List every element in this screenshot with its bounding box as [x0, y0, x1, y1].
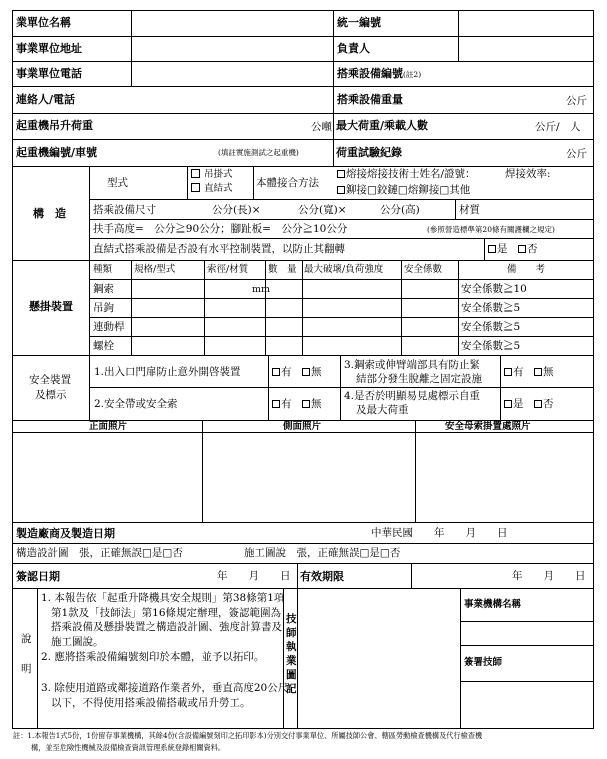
horizontal-question: 直結式搭乘設備是否設有水平控制裝置，以防止其翻轉: [93, 243, 345, 255]
safety-label-2: 及標示: [35, 389, 67, 401]
col-quantity: 數 量: [268, 264, 297, 275]
equipment-weight-label: 搭乘設備重量: [337, 93, 403, 106]
notes-label-1: 說: [21, 633, 32, 645]
width-unit: 公分(寬)×: [298, 204, 347, 216]
unit-mm: mm: [252, 284, 271, 295]
length-unit: 公分(長)×: [212, 204, 261, 216]
note-1: 1. 本報告依「起重升降機具安全規則」第38條第1項第1款及「技師法」第16條規定辦理，簽認範圍為搭乘設備及懸掛裝置之構造設計圖、強度計算書及施工圖說。: [41, 592, 285, 648]
horizontal-yes[interactable]: 是 否: [488, 243, 538, 255]
max-load-label: 最大荷重/乘載人數: [336, 119, 429, 132]
crane-number-note: (填註實施測試之起重機): [218, 148, 299, 157]
safety-q4-line1: 4.是否於明顯易見處標示自重: [344, 390, 481, 402]
type-label: 型式: [107, 177, 128, 189]
joint-method-label: 本體接合方法: [256, 177, 319, 189]
company-address-label: 事業單位地址: [16, 42, 82, 55]
construction-drawing: 施工圖說 張，正確無誤□是□否: [244, 547, 401, 559]
rivet-checkbox[interactable]: [337, 186, 345, 194]
side-photo-label: 側面照片: [283, 421, 322, 432]
valid-date-label: 有效期限: [300, 570, 344, 583]
q3-have-checkbox[interactable]: [504, 368, 512, 376]
hook-photo-label: 安全母索掛置處照片: [445, 421, 531, 432]
size-label: 搭乘設備尺寸: [93, 204, 156, 216]
yes-checkbox[interactable]: [488, 245, 496, 253]
load-test-label: 荷重試驗紀錄: [336, 146, 402, 159]
company-name-label: 業單位名稱: [16, 16, 71, 29]
sign-date-label: 簽認日期: [16, 570, 60, 583]
safety-q1: 1.出入口門扉防止意外開啓裝置: [94, 366, 241, 378]
design-drawing: 構造設計圖 張，正確無誤□是□否: [16, 547, 183, 559]
col-safety: 安全係數: [404, 264, 443, 275]
unit-kg-weight: 公斤: [566, 95, 587, 107]
q4-no-checkbox[interactable]: [534, 400, 542, 408]
handrail-note: (參照營造標準第20條有關護欄之規定): [427, 225, 555, 234]
safety-q1-options[interactable]: 有 無: [272, 366, 322, 378]
safety-label-1: 安全裝置: [29, 374, 71, 386]
item-hook: 吊鉤: [93, 302, 114, 314]
rivet-options[interactable]: 鉚接□鉸鏈□熔鉚接□其他: [337, 184, 470, 196]
no-checkbox[interactable]: [518, 245, 526, 253]
q3-none-checkbox[interactable]: [534, 368, 542, 376]
weld-eff-label: 焊接效率:: [505, 168, 551, 180]
note-2: 2. 應將搭乘設備編號刻印於本體，並予以拓印。: [41, 651, 265, 663]
item-bolt: 螺栓: [93, 340, 114, 352]
equipment-number-label: 搭乘設備編號(註2): [337, 67, 422, 80]
company-label: 事業機構名稱: [464, 599, 522, 610]
remark-link: 安全係數≧5: [461, 321, 521, 333]
sign-date-value: 年 月 日: [217, 570, 291, 582]
direct-type-option[interactable]: 直結式: [191, 183, 233, 194]
q1-have-checkbox[interactable]: [272, 368, 280, 376]
hanging-type-option[interactable]: 吊掛式: [191, 169, 233, 180]
crane-load-label: 起重機吊升荷重: [16, 119, 93, 132]
col-type: 種類: [93, 264, 113, 275]
col-strength: 最大破壞/負荷強度: [304, 264, 384, 275]
hanging-label: 懸掛裝置: [29, 300, 73, 313]
unit-kg-test: 公斤: [566, 148, 587, 160]
remark-bolt: 安全係數≧5: [461, 340, 521, 352]
safety-q3-line2: 結部分發生脫離之固定設施: [356, 373, 482, 385]
q4-yes-checkbox[interactable]: [504, 400, 512, 408]
safety-q3-line1: 3.鋼索或伸臂端部具有防止緊: [344, 359, 481, 371]
height-unit: 公分(高): [380, 204, 420, 216]
safety-q2: 2.安全帶或安全索: [94, 398, 178, 410]
notes-label-2: 明: [21, 663, 32, 675]
q2-none-checkbox[interactable]: [302, 400, 310, 408]
front-photo-label: 正面照片: [89, 421, 128, 432]
uniform-number-label: 統一編號: [337, 16, 381, 29]
safety-q3-options[interactable]: 有 無: [504, 366, 554, 378]
handrail-text: 扶手高度= 公分≧90公分；腳趾板= 公分≧10公分: [93, 223, 348, 235]
weld-checkbox[interactable]: [337, 170, 345, 178]
valid-date-value: 年 月 日: [512, 570, 586, 582]
note-3: 3. 除使用道路或鄰接道路作業者外，垂直高度20公尺以下，不得使用搭乘設備搭載或吊升勞工。: [41, 682, 289, 709]
seal-label: 技師執業圖記: [286, 613, 297, 695]
safety-q4-line2: 及最大荷重: [356, 404, 409, 416]
unit-kg-person: 公斤/ 人: [535, 121, 581, 133]
remark-hook: 安全係數≧5: [461, 302, 521, 314]
unit-ton: 公噸: [311, 121, 332, 133]
q1-none-checkbox[interactable]: [302, 368, 310, 376]
safety-q2-options[interactable]: 有 無: [272, 398, 322, 410]
weld-tech-label: 熔接熔接技術士姓名/證號：: [337, 168, 476, 180]
direct-type-checkbox[interactable]: [191, 183, 200, 192]
item-wire: 鋼索: [93, 283, 114, 295]
material-label: 材質: [459, 204, 480, 216]
structure-label: 構 造: [33, 207, 66, 220]
footnote-line-1: 註：1.本報告1式5份，1份留存事業機構，其餘4份(含設備編號刻印之拓印影本)分別交付事業單位、所屬技師公會、轄區勞動檢查機構及代行檢查機: [13, 731, 483, 740]
item-link: 連動桿: [93, 321, 125, 333]
crane-number-label: 起重機編號/車號: [16, 146, 98, 159]
engineer-label: 簽署技師: [464, 657, 503, 668]
hanging-type-checkbox[interactable]: [191, 169, 200, 178]
q2-have-checkbox[interactable]: [272, 400, 280, 408]
contact-phone-label: 連絡人/電話: [16, 93, 76, 106]
equipment-number-note: (註2): [403, 70, 422, 79]
company-phone-label: 事業單位電話: [16, 67, 82, 80]
col-diameter: 索徑/材質: [207, 264, 249, 275]
maker-label: 製造廠商及製造日期: [16, 527, 115, 540]
remark-wire: 安全係數≧10: [461, 283, 527, 295]
col-remark: 備 考: [507, 264, 546, 275]
maker-date: 中華民國 年 月 日: [371, 527, 508, 539]
safety-q4-options[interactable]: 是 否: [504, 398, 554, 410]
responsible-person-label: 負責人: [337, 42, 370, 55]
footnote-line-2: 構，並至危險性機械及設備檢查資訊管理系統登錄相關資料。: [31, 743, 226, 752]
col-spec: 規格/型式: [134, 264, 176, 275]
